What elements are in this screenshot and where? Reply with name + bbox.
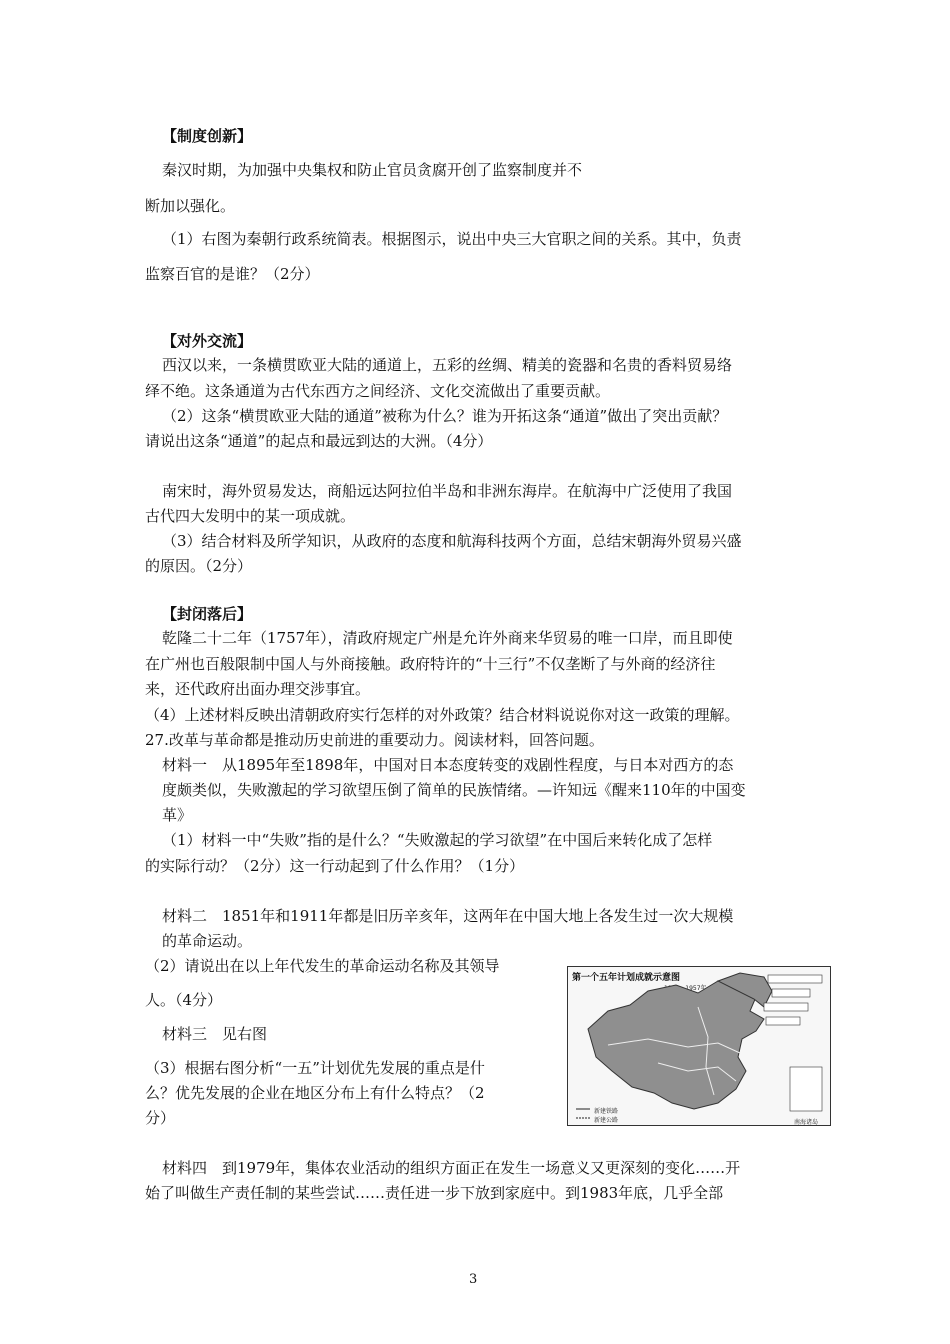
material-line: 的革命运动。: [162, 932, 253, 950]
china-map-graphic: [568, 967, 831, 1126]
section-heading: 【封闭落后】: [162, 605, 253, 623]
paragraph-line: 南宋时，海外贸易发达，商船远达阿拉伯半岛和非洲东海岸。在航海中广泛使用了我国: [162, 482, 733, 500]
question-line: 么？优先发展的企业在地区分布上有什么特点？（2: [145, 1084, 485, 1102]
five-year-plan-map: [567, 966, 831, 1126]
paragraph-line: 乾隆二十二年（1757年），清政府规定广州是允许外商来华贸易的唯一口岸，而且即使: [162, 629, 733, 647]
material-line: 始了叫做生产责任制的某些尝试……责任进一步下放到家庭中。到1983年底，几乎全部: [145, 1184, 724, 1202]
material-line: 材料四 到1979年，集体农业活动的组织方面正在发生一场意义又更深刻的变化……开: [162, 1159, 741, 1177]
map-title: 第一个五年计划成就示意图: [572, 973, 681, 983]
paragraph-line: 在广州也百般限制中国人与外商接触。政府特许的“十三行”不仅垄断了与外商的经济往: [145, 655, 716, 673]
section-heading: 【对外交流】: [162, 332, 253, 350]
section-heading: 【制度创新】: [162, 127, 253, 145]
question-line: 分）: [145, 1109, 176, 1127]
map-inset-label: 南海诸岛: [794, 1119, 819, 1126]
material-line: 材料二 1851年和1911年都是旧历辛亥年，这两年在中国大地上各发生过一次大规模: [162, 907, 734, 925]
material-line: 革》: [162, 806, 193, 824]
question-line: （3）结合材料及所学知识，从政府的态度和航海科技两个方面，总结宋朝海外贸易兴盛: [162, 532, 742, 550]
paragraph-line: 古代四大发明中的某一项成就。: [145, 507, 356, 525]
paragraph-line: 秦汉时期，为加强中央集权和防止官员贪腐开创了监察制度并不: [162, 161, 583, 179]
page-number: 3: [469, 1272, 478, 1287]
legend-railway: 新建铁路: [594, 1108, 619, 1115]
question-line: （3）根据右图分析“一五”计划优先发展的重点是什: [145, 1059, 485, 1077]
question-line: 人。（4分）: [145, 991, 223, 1009]
paragraph-line: 西汉以来，一条横贯欧亚大陆的通道上，五彩的丝绸、精美的瓷器和名贵的香料贸易络: [162, 356, 733, 374]
material-line: 材料一 从1895年至1898年，中国对日本态度转变的戏剧性程度，与日本对西方的态: [162, 756, 734, 774]
question-line: （2）请说出在以上年代发生的革命运动名称及其领导: [145, 957, 500, 975]
question-line: 的实际行动？（2分）这一行动起到了什么作用？（1分）: [145, 857, 525, 875]
question-line: （1）材料一中“失败”指的是什么？“失败激起的学习欲望”在中国后来转化成了怎样: [162, 831, 713, 849]
question-line: （1）右图为秦朝行政系统简表。根据图示，说出中央三大官职之间的关系。其中，负责: [162, 230, 742, 248]
question-line: 监察百官的是谁？（2分）: [145, 265, 320, 283]
question-line: （2）这条“横贯欧亚大陆的通道”被称为什么？谁为开拓这条“通道”做出了突出贡献？: [162, 407, 728, 425]
paragraph-line: 绎不绝。这条通道为古代东西方之间经济、文化交流做出了重要贡献。: [145, 382, 611, 400]
question-line: （4）上述材料反映出清朝政府实行怎样的对外政策？结合材料说说你对这一政策的理解。: [145, 706, 740, 724]
question-line: 的原因。（2分）: [145, 557, 253, 575]
question-title: 27.改革与革命都是推动历史前进的重要动力。阅读材料，回答问题。: [145, 731, 604, 749]
paragraph-line: 断加以强化。: [145, 197, 236, 215]
material-line: 度颇类似，失败激起的学习欲望压倒了简单的民族情绪。—许知远《醒来110年的中国变: [162, 781, 746, 799]
material-line: 材料三 见右图: [162, 1025, 268, 1043]
question-line: 请说出这条“通道”的起点和最远到达的大洲。（4分）: [145, 432, 493, 450]
paragraph-line: 来，还代政府出面办理交涉事宜。: [145, 680, 371, 698]
legend-highway: 新建公路: [594, 1117, 619, 1124]
